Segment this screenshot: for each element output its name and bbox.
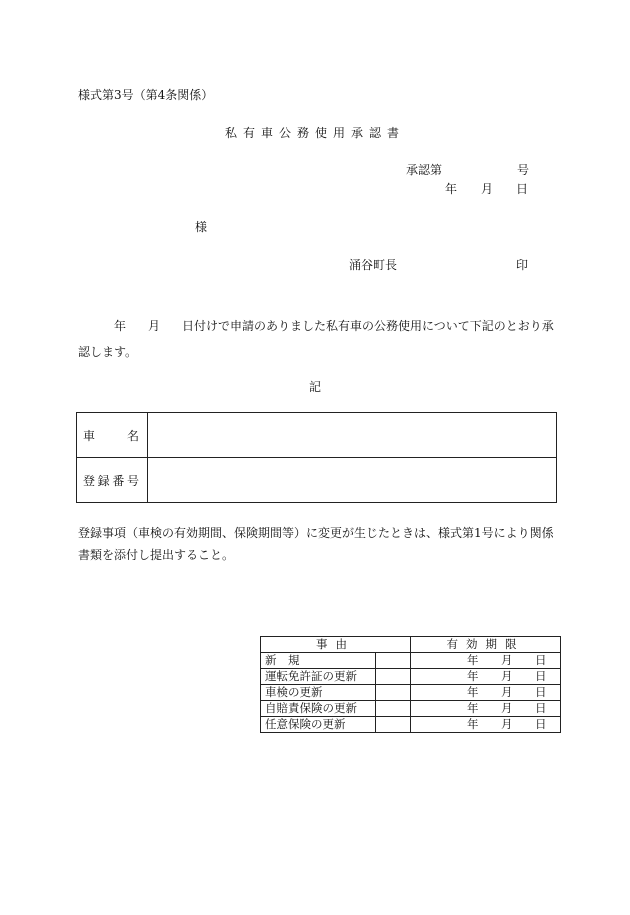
table-row — [261, 685, 561, 701]
body-text — [78, 313, 558, 365]
body-month: 月 — [148, 319, 161, 333]
registration-number-label: 登録番号 — [77, 458, 148, 503]
document-title: 私有車公務使用承認書 — [224, 126, 405, 140]
table-row — [261, 669, 561, 685]
ki-heading: 記 — [308, 380, 321, 394]
registration-number-value[interactable] — [148, 458, 557, 503]
table-row — [77, 458, 557, 503]
reason-cell: 自賠責保険の更新 — [261, 701, 376, 717]
check-cell[interactable] — [375, 653, 410, 669]
approval-number — [406, 161, 530, 178]
note-text: 登録事項（車検の有効期間、保険期間等）に変更が生じたときは、様式第1号により関係書類を添付し提出すること。 — [78, 526, 554, 562]
form-number: 様式第3号（第4条関係） — [78, 88, 214, 102]
reason-cell: 任意保険の更新 — [261, 717, 376, 733]
reason-cell: 車検の更新 — [261, 685, 376, 701]
table-row — [261, 717, 561, 733]
approval-number-prefix: 承認第 — [406, 163, 443, 177]
body-year: 年 — [114, 319, 127, 333]
reason-cell: 新 規 — [261, 653, 376, 669]
body-line1: 日付けで申請のありました私有車の公務使用について下記のとおり承 — [182, 319, 554, 333]
approval-number-suffix: 号 — [517, 163, 530, 177]
body-line2: 認します。 — [78, 345, 138, 359]
check-cell[interactable] — [375, 685, 410, 701]
period-cell: 年 月 日 — [410, 701, 560, 717]
reason-cell: 運転免許証の更新 — [261, 669, 376, 685]
approval-date-day: 日 — [516, 182, 529, 196]
issuer-name: 涌谷町長 — [349, 258, 398, 272]
header-reason: 事由 — [261, 637, 411, 653]
check-cell[interactable] — [375, 669, 410, 685]
header-period: 有効期限 — [410, 637, 560, 653]
table-row — [261, 653, 561, 669]
car-name-value[interactable] — [148, 413, 557, 458]
check-cell[interactable] — [375, 701, 410, 717]
period-cell: 年 月 日 — [410, 669, 560, 685]
approval-date-month: 月 — [481, 182, 494, 196]
period-cell: 年 月 日 — [410, 717, 560, 733]
table-header-row — [261, 637, 561, 653]
approval-date-year: 年 — [445, 182, 458, 196]
period-cell: 年 月 日 — [410, 685, 560, 701]
table-row — [77, 413, 557, 458]
period-cell: 年 月 日 — [410, 653, 560, 669]
check-cell[interactable] — [375, 717, 410, 733]
car-name-label: 車 名 — [77, 413, 148, 458]
details-table — [76, 412, 557, 503]
addressee-honorific: 様 — [195, 220, 208, 234]
renewal-table — [260, 636, 561, 733]
table-row — [261, 701, 561, 717]
seal-mark: 印 — [516, 258, 529, 272]
